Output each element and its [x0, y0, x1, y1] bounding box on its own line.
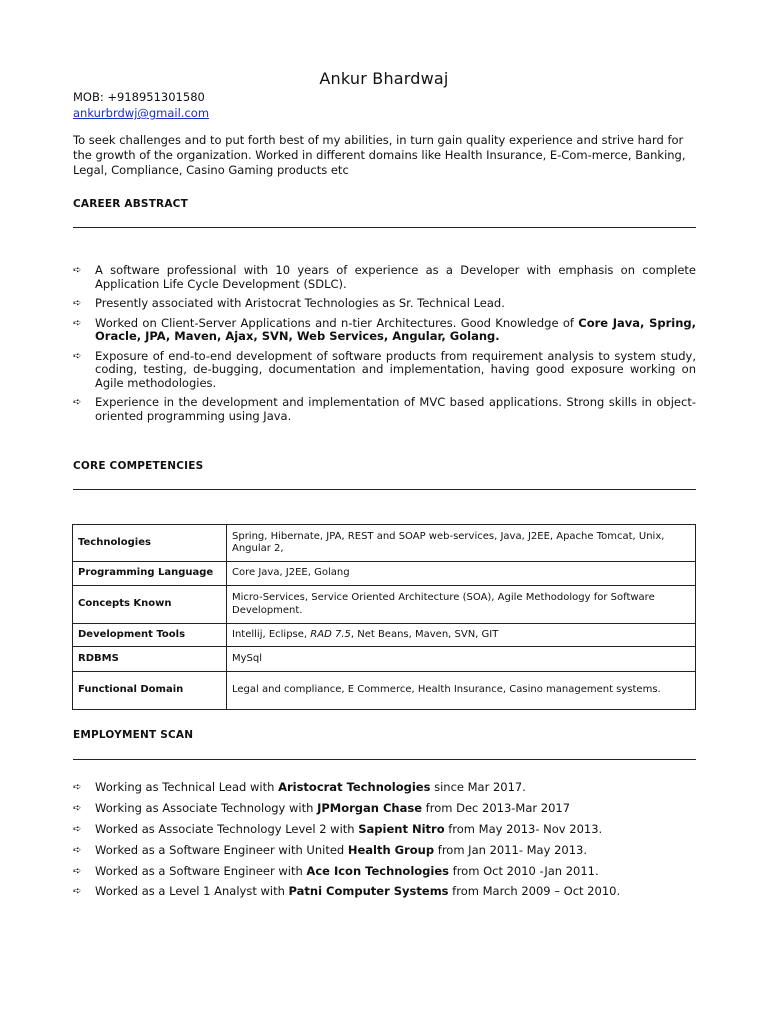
list-item-text: since Mar 2017.	[430, 780, 526, 794]
row-value-italic: RAD 7.5	[310, 628, 351, 640]
row-value	[227, 624, 696, 647]
employment-scan-heading: EMPLOYMENT SCAN	[73, 729, 194, 741]
list-item	[73, 297, 696, 311]
table-row	[73, 586, 696, 624]
table-row	[73, 672, 696, 710]
list-item-text: from Oct 2010 -Jan 2011.	[449, 863, 599, 878]
arrow-bullet-icon: ➪	[73, 350, 82, 362]
candidate-name: Ankur Bhardwaj	[319, 69, 449, 88]
list-item-text: from May 2013- Nov 2013.	[444, 821, 603, 836]
list-item-text: Exposure of end-to-end development of software products from requirement analysis to system study, coding, testing, de-bugging, documentation and implementation, having good exposure working on Agile methodologies.	[95, 348, 696, 390]
contact-block	[73, 89, 209, 121]
row-value: Spring, Hibernate, JPA, REST and SOAP web-services, Java, J2EE, Apache Tomcat, Unix, Angular 2,	[227, 525, 696, 562]
arrow-bullet-icon: ➪	[73, 317, 82, 329]
list-item-text: Working as Technical Lead with	[95, 780, 279, 794]
list-item	[73, 396, 696, 423]
list-item-text: from March 2009 – Oct 2010.	[448, 884, 621, 899]
row-label: Functional Domain	[73, 672, 227, 710]
list-item	[73, 823, 696, 837]
employer-name: Health Group	[347, 842, 435, 857]
list-item-text: Worked as Associate Technology Level 2 with	[95, 821, 359, 836]
key-skills-text: Core Java, Spring, Oracle, JPA, Maven, Ajax, SVN, Web Services, Angular, Golang.	[95, 315, 696, 343]
arrow-bullet-icon: ➪	[73, 865, 82, 877]
arrow-bullet-icon: ➪	[73, 397, 82, 408]
row-label: Technologies	[73, 525, 227, 562]
row-value-part: Intellij, Eclipse,	[232, 628, 311, 640]
arrow-bullet-icon: ➪	[73, 265, 82, 276]
arrow-bullet-icon: ➪	[73, 823, 82, 835]
list-item	[73, 844, 696, 858]
arrow-bullet-icon: ➪	[73, 886, 82, 898]
employer-name: JPMorgan Chase	[317, 800, 423, 815]
table-row	[73, 562, 696, 586]
table-row	[73, 525, 696, 562]
table-row	[73, 624, 696, 647]
row-value: MySql	[227, 647, 696, 672]
list-item	[73, 865, 696, 879]
row-value: Core Java, J2EE, Golang	[227, 562, 696, 586]
table-row	[73, 647, 696, 672]
row-label: Programming Language	[73, 562, 227, 586]
list-item-text: A software professional with 10 years of experience as a Developer with emphasis on complete Application Life Cycle Development (SDLC).	[95, 263, 696, 291]
section-divider	[73, 759, 696, 760]
list-item-text: Presently associated with Aristocrat Technologies as Sr. Technical Lead.	[95, 296, 505, 310]
list-item-text: from Jan 2011- May 2013.	[434, 842, 587, 857]
list-item-text: Worked on Client-Server Applications and n-tier Architectures. Good Knowledge of	[95, 315, 579, 330]
list-item-text: Worked as a Software Engineer with United	[95, 842, 348, 857]
list-item-text: Experience in the development and implementation of MVC based applications. Strong skills in object-oriented programming using Java.	[95, 395, 696, 423]
email-link[interactable]: ankurbrdwj@gmail.com	[73, 106, 210, 120]
list-item	[73, 781, 696, 795]
employment-list	[73, 781, 696, 906]
row-label: Concepts Known	[73, 586, 227, 624]
list-item	[73, 350, 696, 391]
list-item-text: Worked as a Software Engineer with	[95, 863, 307, 878]
row-value-part: , Net Beans, Maven, SVN, GIT	[350, 628, 499, 640]
arrow-bullet-icon: ➪	[73, 782, 82, 793]
list-item	[73, 317, 696, 344]
competencies-table	[72, 524, 696, 710]
employer-name: Sapient Nitro	[358, 821, 445, 836]
arrow-bullet-icon: ➪	[73, 298, 82, 309]
employer-name: Patni Computer Systems	[288, 884, 449, 899]
objective-paragraph: To seek challenges and to put forth best of my abilities, in turn gain quality experience and strive hard for the growth of the organization. Worked in different domains like Health Insurance, E-Com-merce, Banking, Legal, Compliance, Casino Gaming products etc	[73, 133, 686, 177]
core-competencies-heading: CORE COMPETENCIES	[73, 460, 204, 472]
row-value: Legal and compliance, E Commerce, Health Insurance, Casino management systems.	[227, 672, 696, 710]
list-item-text: from Dec 2013-Mar 2017	[422, 800, 571, 815]
section-divider	[73, 227, 696, 228]
list-item-text: Worked as a Level 1 Analyst with	[95, 884, 289, 899]
arrow-bullet-icon: ➪	[73, 844, 82, 856]
list-item-text: Working as Associate Technology with	[95, 800, 318, 815]
list-item	[73, 802, 696, 816]
section-divider	[73, 489, 696, 490]
arrow-bullet-icon: ➪	[73, 802, 82, 814]
employer-name: Aristocrat Technologies	[278, 780, 431, 794]
list-item	[73, 885, 696, 899]
employer-name: Ace Icon Technologies	[306, 863, 449, 878]
mobile-number: MOB: +918951301580	[73, 90, 205, 104]
career-abstract-list	[73, 264, 696, 429]
career-abstract-heading: CAREER ABSTRACT	[73, 198, 188, 210]
row-value: Micro-Services, Service Oriented Architecture (SOA), Agile Methodology for Software Development.	[227, 586, 696, 624]
list-item	[73, 264, 696, 291]
row-label: RDBMS	[73, 647, 227, 672]
row-label: Development Tools	[73, 624, 227, 647]
